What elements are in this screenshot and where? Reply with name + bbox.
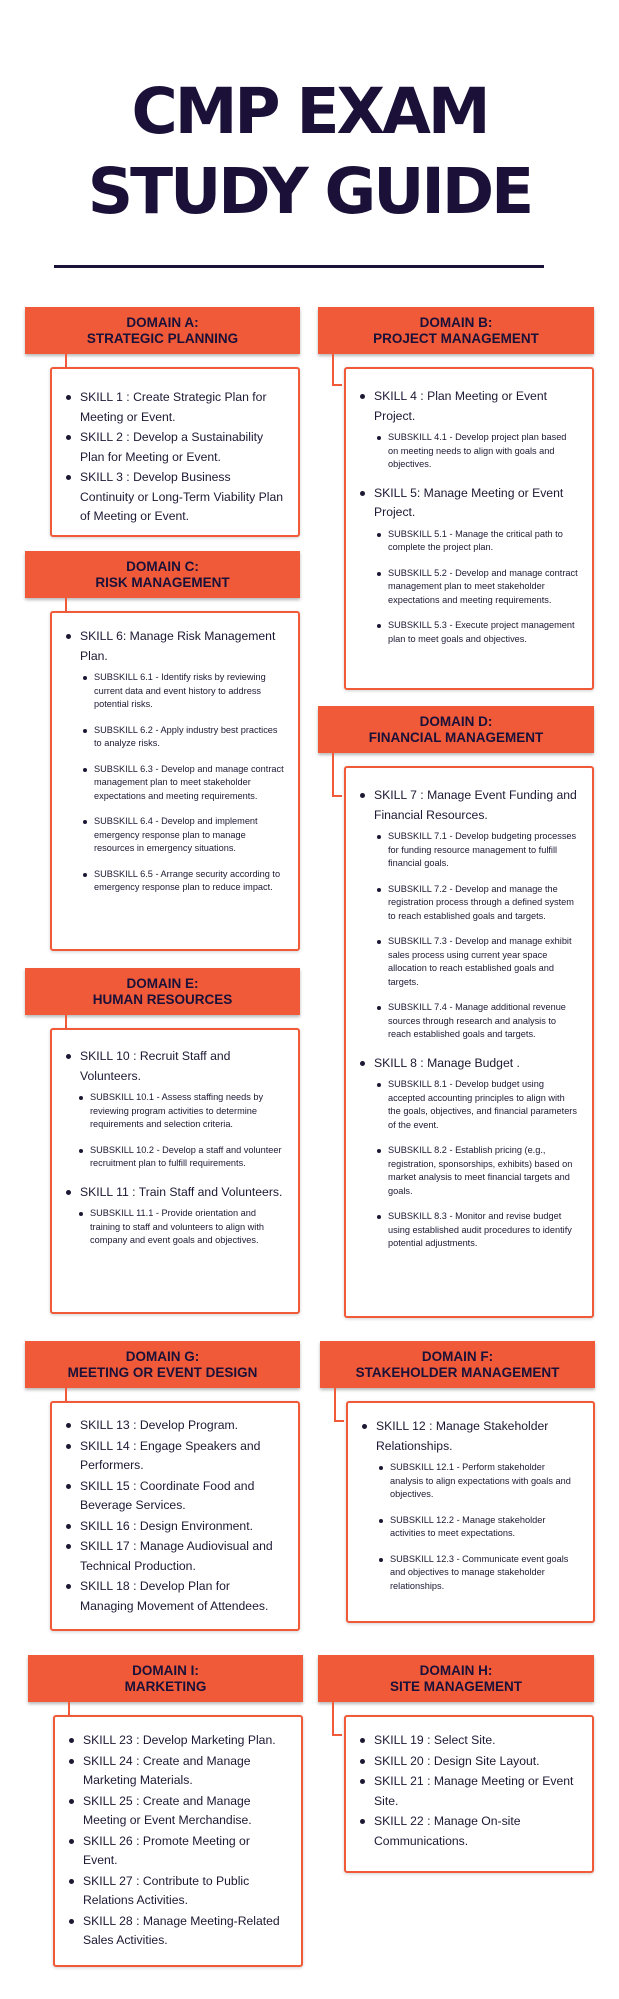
domain-e-skill-list bbox=[80, 1047, 284, 1086]
subskill-item: SUBSKILL 7.4 - Manage additional revenue sources through research and analysis to reach established goals and targets. bbox=[388, 1001, 578, 1042]
subskill-item: SUBSKILL 10.1 - Assess staffing needs by reviewing program activities to determine requirements and selection criteria. bbox=[90, 1091, 284, 1132]
domain-e-title: HUMAN RESOURCES bbox=[92, 991, 233, 1007]
domain-f-subskill-list bbox=[390, 1461, 579, 1593]
subskill-item: SUBSKILL 6.4 - Develop and implement emergency response plan to manage resources in emergency situations. bbox=[94, 815, 284, 856]
domain-a-card bbox=[50, 367, 300, 537]
subskill-item: SUBSKILL 8.2 - Establish pricing (e.g., registration, sponsorships, exhibits) based on market analysis to meet financial targets and goals. bbox=[388, 1144, 578, 1198]
domain-h-card bbox=[344, 1715, 594, 1873]
domain-d-skill-list-2 bbox=[374, 1054, 578, 1074]
domain-a-skill-list bbox=[80, 388, 284, 527]
skill-item: SKILL 26 : Promote Meeting or Event. bbox=[83, 1832, 287, 1871]
domain-g-skill-list bbox=[80, 1416, 284, 1616]
domain-i-title: MARKETING bbox=[124, 1678, 207, 1694]
domain-b-subskill-list bbox=[388, 431, 578, 472]
skill-item: SKILL 2 : Develop a Sustainability Plan for Meeting or Event. bbox=[80, 428, 284, 467]
domain-i-header bbox=[28, 1655, 303, 1702]
domain-c-header bbox=[25, 551, 300, 598]
skill-item: SKILL 16 : Design Environment. bbox=[80, 1517, 284, 1537]
subskill-item: SUBSKILL 7.2 - Develop and manage the registration process through a defined system to reach established goals and targets. bbox=[388, 883, 578, 924]
skill-item: SKILL 10 : Recruit Staff and Volunteers. bbox=[80, 1047, 284, 1086]
skill-item: SKILL 12 : Manage Stakeholder Relationships. bbox=[376, 1417, 579, 1456]
domain-d-subskill-list bbox=[388, 830, 578, 1042]
domain-b-label: DOMAIN B: bbox=[419, 314, 493, 330]
domain-e-skill-list-2 bbox=[80, 1183, 284, 1203]
domain-i-label: DOMAIN I: bbox=[132, 1662, 199, 1678]
domain-d-card bbox=[344, 766, 594, 1318]
domain-b-skill-list bbox=[374, 387, 578, 426]
subskill-item: SUBSKILL 12.1 - Perform stakeholder analysis to align expectations with goals and objectives. bbox=[390, 1461, 579, 1502]
domain-h-skill-list bbox=[374, 1731, 578, 1851]
skill-item: SKILL 22 : Manage On-site Communications. bbox=[374, 1812, 578, 1851]
title-line-1: CMP EXAM bbox=[131, 75, 488, 148]
domain-c bbox=[25, 551, 300, 951]
domain-a-title: STRATEGIC PLANNING bbox=[86, 330, 239, 346]
domain-d-skill-list bbox=[374, 786, 578, 825]
domain-f-card bbox=[346, 1401, 595, 1623]
skill-item: SKILL 4 : Plan Meeting or Event Project. bbox=[374, 387, 578, 426]
domain-a bbox=[25, 307, 300, 535]
domain-c-card bbox=[50, 611, 300, 951]
subskill-item: SUBSKILL 12.2 - Manage stakeholder activities to meet expectations. bbox=[390, 1514, 579, 1541]
skill-item: SKILL 25 : Create and Manage Meeting or Event Merchandise. bbox=[83, 1792, 287, 1831]
domain-d-subskill-list-2 bbox=[388, 1078, 578, 1251]
skill-item: SKILL 21 : Manage Meeting or Event Site. bbox=[374, 1772, 578, 1811]
domain-b-subskill-list-2 bbox=[388, 528, 578, 647]
skill-item: SKILL 1 : Create Strategic Plan for Meeting or Event. bbox=[80, 388, 284, 427]
title-line-2: STUDY GUIDE bbox=[87, 155, 532, 228]
subskill-item: SUBSKILL 12.3 - Communicate event goals and objectives to manage stakeholder relationships. bbox=[390, 1553, 579, 1594]
subskill-item: SUBSKILL 7.1 - Develop budgeting processes for funding resource management to fulfill financial goals. bbox=[388, 830, 578, 871]
domain-g-header bbox=[25, 1341, 300, 1388]
domain-d-title: FINANCIAL MANAGEMENT bbox=[368, 729, 544, 745]
skill-item: SKILL 15 : Coordinate Food and Beverage Services. bbox=[80, 1477, 284, 1516]
subskill-item: SUBSKILL 4.1 - Develop project plan based on meeting needs to align with goals and objectives. bbox=[388, 431, 578, 472]
domain-h bbox=[318, 1655, 594, 1873]
subskill-item: SUBSKILL 7.3 - Develop and manage exhibit sales process using current year space allocation to reach established goals and targets. bbox=[388, 935, 578, 989]
skill-item: SKILL 24 : Create and Manage Marketing Materials. bbox=[83, 1752, 287, 1791]
page-title bbox=[0, 72, 619, 232]
domain-e-subskill-list bbox=[90, 1091, 284, 1171]
skill-item: SKILL 11 : Train Staff and Volunteers. bbox=[80, 1183, 284, 1203]
subskill-item: SUBSKILL 6.5 - Arrange security according to emergency response plan to reduce impact. bbox=[94, 868, 284, 895]
skill-item: SKILL 3 : Develop Business Continuity or Long-Term Viability Plan of Meeting or Event. bbox=[80, 468, 284, 527]
skill-item: SKILL 18 : Develop Plan for Managing Movement of Attendees. bbox=[80, 1577, 284, 1616]
domain-b-header bbox=[318, 307, 594, 354]
domain-h-connector bbox=[332, 1702, 342, 1736]
domain-e-label: DOMAIN E: bbox=[126, 975, 199, 991]
domain-a-header bbox=[25, 307, 300, 354]
subskill-item: SUBSKILL 6.1 - Identify risks by reviewing current data and event history to address potential risks. bbox=[94, 671, 284, 712]
domain-e bbox=[25, 968, 300, 1314]
skill-item: SKILL 20 : Design Site Layout. bbox=[374, 1752, 578, 1772]
skill-item: SKILL 17 : Manage Audiovisual and Technical Production. bbox=[80, 1537, 284, 1576]
subskill-item: SUBSKILL 8.3 - Monitor and revise budget using established audit procedures to identify potential adjustments. bbox=[388, 1210, 578, 1251]
domain-f-label: DOMAIN F: bbox=[421, 1348, 494, 1364]
domain-f-header bbox=[320, 1341, 595, 1388]
domain-h-header bbox=[318, 1655, 594, 1702]
skill-item: SKILL 19 : Select Site. bbox=[374, 1731, 578, 1751]
domain-f-skill-list bbox=[376, 1417, 579, 1456]
skill-item: SKILL 6: Manage Risk Management Plan. bbox=[80, 627, 284, 666]
domain-g-title: MEETING OR EVENT DESIGN bbox=[67, 1364, 258, 1380]
domain-e-card bbox=[50, 1028, 300, 1314]
domain-d-header bbox=[318, 706, 594, 753]
domain-c-skill-list bbox=[80, 627, 284, 666]
domain-e-subskill-list-2 bbox=[90, 1207, 284, 1248]
domain-d bbox=[318, 706, 594, 1318]
skill-item: SKILL 27 : Contribute to Public Relations Activities. bbox=[83, 1872, 287, 1911]
domain-f bbox=[320, 1341, 595, 1623]
title-divider bbox=[54, 265, 544, 268]
subskill-item: SUBSKILL 6.2 - Apply industry best practices to analyze risks. bbox=[94, 724, 284, 751]
subskill-item: SUBSKILL 11.1 - Provide orientation and training to staff and volunteers to align with company and event goals and objectives. bbox=[90, 1207, 284, 1248]
domain-h-label: DOMAIN H: bbox=[419, 1662, 493, 1678]
domain-i-skill-list bbox=[83, 1731, 287, 1951]
domain-f-title: STAKEHOLDER MANAGEMENT bbox=[355, 1364, 560, 1380]
domain-c-label: DOMAIN C: bbox=[126, 558, 199, 574]
skill-item: SKILL 8 : Manage Budget . bbox=[374, 1054, 578, 1074]
skill-item: SKILL 13 : Develop Program. bbox=[80, 1416, 284, 1436]
domain-c-subskill-list bbox=[94, 671, 284, 895]
domain-g-card bbox=[50, 1401, 300, 1631]
skill-item: SKILL 14 : Engage Speakers and Performers. bbox=[80, 1437, 284, 1476]
domain-g-label: DOMAIN G: bbox=[125, 1348, 200, 1364]
domain-b-skill-list-2 bbox=[374, 484, 578, 523]
domain-b-title: PROJECT MANAGEMENT bbox=[373, 330, 539, 346]
domain-b-connector bbox=[332, 354, 342, 386]
domain-h-title: SITE MANAGEMENT bbox=[389, 1678, 522, 1694]
domain-e-header bbox=[25, 968, 300, 1015]
subskill-item: SUBSKILL 10.2 - Develop a staff and volunteer recruitment plan to fulfill requirements. bbox=[90, 1144, 284, 1171]
domain-f-connector bbox=[334, 1388, 344, 1422]
skill-item: SKILL 28 : Manage Meeting-Related Sales Activities. bbox=[83, 1912, 287, 1951]
subskill-item: SUBSKILL 5.2 - Develop and manage contract management plan to meet stakeholder expectations and meeting requirements. bbox=[388, 567, 578, 608]
domain-c-title: RISK MANAGEMENT bbox=[95, 574, 230, 590]
subskill-item: SUBSKILL 5.3 - Execute project management plan to meet goals and objectives. bbox=[388, 619, 578, 646]
domain-g bbox=[25, 1341, 300, 1631]
domain-i-card bbox=[53, 1715, 303, 1967]
domain-d-label: DOMAIN D: bbox=[419, 713, 493, 729]
subskill-item: SUBSKILL 8.1 - Develop budget using accepted accounting principles to align with the goals, objectives, and financial parameters of the event. bbox=[388, 1078, 578, 1132]
domain-b bbox=[318, 307, 594, 692]
subskill-item: SUBSKILL 5.1 - Manage the critical path to complete the project plan. bbox=[388, 528, 578, 555]
skill-item: SKILL 23 : Develop Marketing Plan. bbox=[83, 1731, 287, 1751]
skill-item: SKILL 5: Manage Meeting or Event Project. bbox=[374, 484, 578, 523]
subskill-item: SUBSKILL 6.3 - Develop and manage contract management plan to meet stakeholder expectations and meeting requirements. bbox=[94, 763, 284, 804]
skill-item: SKILL 7 : Manage Event Funding and Financial Resources. bbox=[374, 786, 578, 825]
domain-a-label: DOMAIN A: bbox=[126, 314, 199, 330]
domain-b-card bbox=[344, 367, 594, 690]
domain-i bbox=[28, 1655, 303, 1967]
domain-d-connector bbox=[332, 753, 342, 797]
